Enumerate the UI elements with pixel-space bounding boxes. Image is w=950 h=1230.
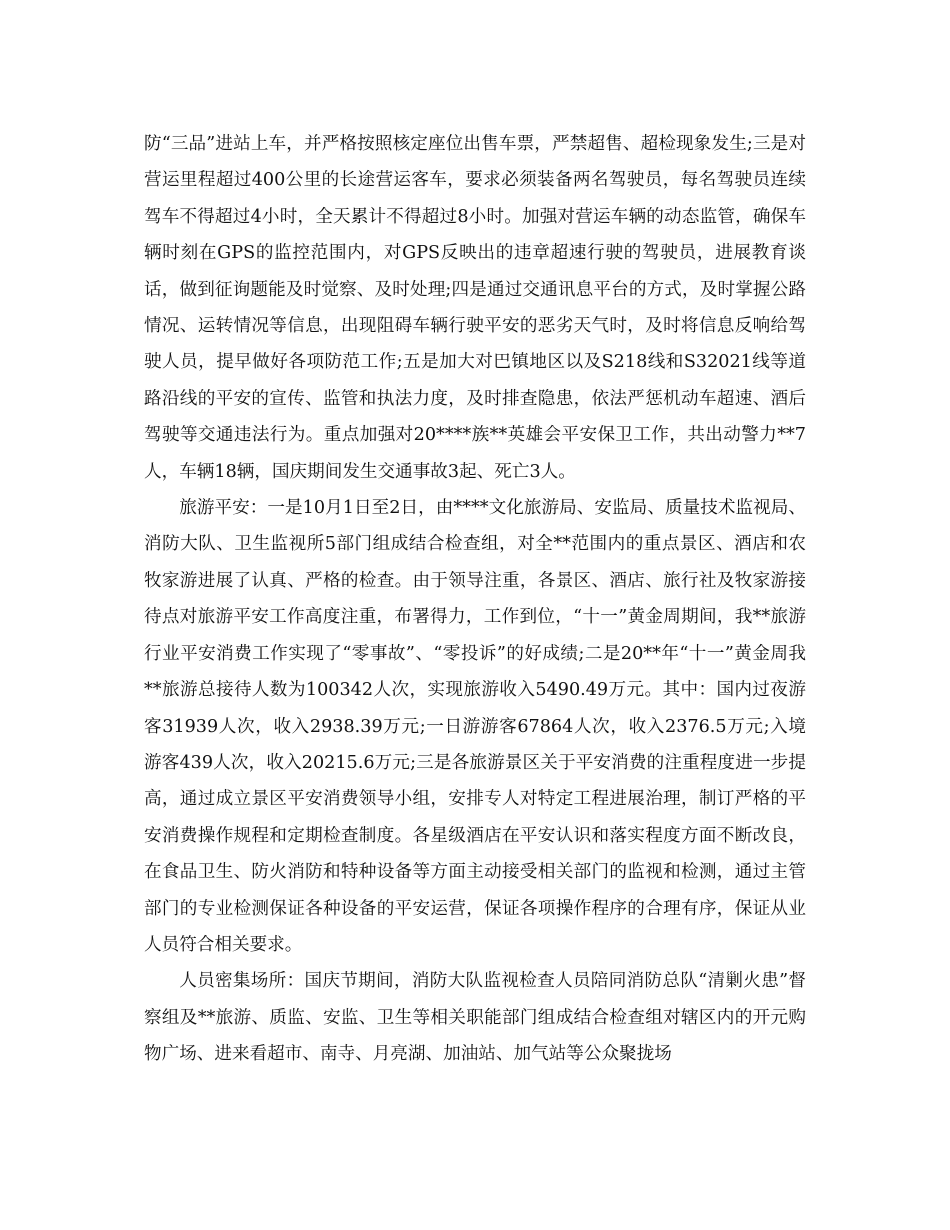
paragraph-tourism-safety: 旅游平安：一是10月1日至2日，由****文化旅游局、安监局、质量技术监视局、消防大队、卫生监视所5部门组成结合检查组，对全**范围内的重点景区、酒店和农牧家游进展了认真、严格的检查。由于领导注重，各景区、酒店、旅行社及牧家游接待点对旅游平安工作高度注重，布署得力，工作到位，“十一”黄金周期间，我**旅游行业平安消费工作实现了“零事故”、“零投诉”的好成绩;二是20**年“十一”黄金周我**旅游总接待人数为100342人次，实现旅游收入5490.49万元。其中：国内过夜游客31939人次，收入2938.39万元;一日游游客67864人次，收入2376.5万元;入境游客439人次，收入20215.6万元;三是各旅游景区关于平安消费的注重程度进一步提高，通过成立景区平安消费领导小组，安排专人对特定工程进展治理，制订严格的平安消费操作规程和定期检查制度。各星级酒店在平安认识和落实程度方面不断改良，在食品卫生、防火消防和特种设备等方面主动接受相关部门的监视和检测，通过主管部门的专业检测保证各种设备的平安运营，保证各项操作程序的合理有序，保证从业人员符合相关要求。	[144, 498, 806, 955]
paragraph-crowded-places: 人员密集场所：国庆节期间，消防大队监视检查人员陪同消防总队“清剿火患”督察组及**旅游、质监、安监、卫生等相关职能部门组成结合检查组对辖区内的开元购物广场、进来看超市、南寺、月亮湖、加油站、加气站等公众聚拢场	[144, 971, 806, 1065]
document-page	[144, 126, 806, 1073]
paragraph-traffic-safety-continued: 防“三品”进站上车，并严格按照核定座位出售车票，严禁超售、超检现象发生;三是对营运里程超过400公里的长途营运客车，要求必须装备两名驾驶员，每名驾驶员连续驾车不得超过4小时，全天累计不得超过8小时。加强对营运车辆的动态监管，确保车辆时刻在GPS的监控范围内，对GPS反映出的违章超速行驶的驾驶员，进展教育谈话，做到征询题能及时觉察、及时处理;四是通过交通讯息平台的方式，及时掌握公路情况、运转情况等信息，出现阻碍车辆行驶平安的恶劣天气时，及时将信息反响给驾驶人员，提早做好各项防范工作;五是加大对巴镇地区以及S218线和S32021线等道路沿线的平安的宣传、监管和执法力度，及时排查隐患，依法严惩机动车超速、酒后驾驶等交通违法行为。重点加强对20****族**英雄会平安保卫工作，共出动警力**7人，车辆18辆，国庆期间发生交通事故3起、死亡3人。	[144, 134, 806, 482]
